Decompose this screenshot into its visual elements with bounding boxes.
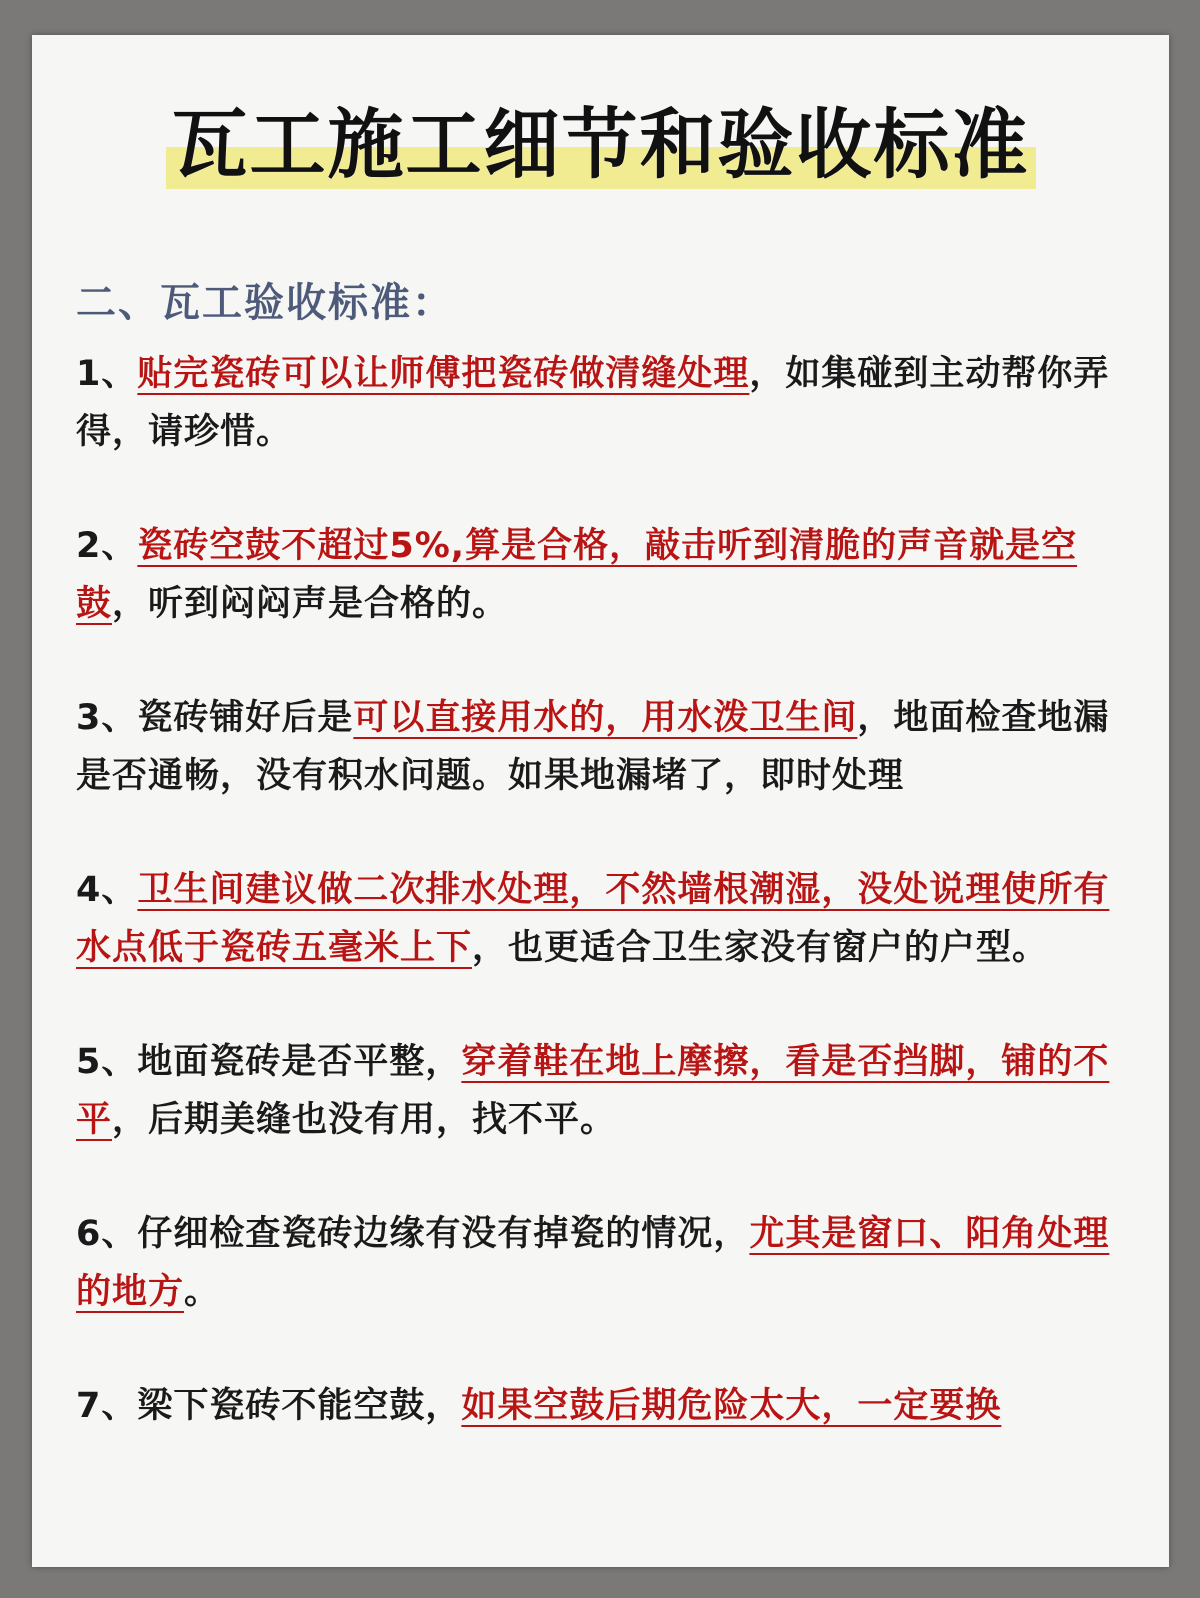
item-highlight: 瓷砖空鼓不超过5%,算是合格，敲击听到清脆的声音就是空鼓 bbox=[76, 526, 1078, 624]
list-item bbox=[76, 689, 1126, 805]
item-text: 。 bbox=[184, 1272, 221, 1312]
criteria-list bbox=[76, 345, 1126, 1491]
list-item bbox=[76, 861, 1126, 977]
list-item bbox=[76, 1033, 1126, 1149]
item-highlight: 如果空鼓后期危险太大，一定要换 bbox=[461, 1386, 1002, 1426]
item-highlight: 贴完瓷砖可以让师傅把瓷砖做清缝处理 bbox=[137, 354, 750, 394]
item-text: ，如集碰到主动帮你弄得，请珍惜。 bbox=[76, 354, 1110, 452]
list-item bbox=[76, 345, 1126, 461]
item-highlight: 尤其是窗口、阳角处理的地方 bbox=[76, 1214, 1110, 1312]
list-item bbox=[76, 517, 1126, 633]
item-text: 2、 bbox=[76, 526, 138, 566]
item-text: ，地面检查地漏是否通畅，没有积水问题。如果地漏堵了，即时处理 bbox=[76, 698, 1110, 796]
item-highlight: 可以直接用水的，用水泼卫生间 bbox=[353, 698, 858, 738]
item-text: ，后期美缝也没有用，找不平。 bbox=[112, 1100, 617, 1140]
section-heading: 二、瓦工验收标准： bbox=[76, 280, 454, 326]
note-card bbox=[32, 35, 1169, 1567]
page-title bbox=[32, 97, 1169, 193]
item-text: 5、地面瓷砖是否平整， bbox=[76, 1042, 462, 1082]
item-text: ，听到闷闷声是合格的。 bbox=[112, 584, 509, 624]
item-text: ，也更适合卫生家没有窗户的户型。 bbox=[472, 928, 1049, 968]
item-text: 3、瓷砖铺好后是 bbox=[76, 698, 354, 738]
item-highlight: 卫生间建议做二次排水处理，不然墙根潮湿，没处说理使所有水点低于瓷砖五毫米上下 bbox=[76, 870, 1110, 968]
item-text: 4、 bbox=[76, 870, 138, 910]
item-text: 6、仔细检查瓷砖边缘有没有掉瓷的情况， bbox=[76, 1214, 750, 1254]
item-highlight: 穿着鞋在地上摩擦，看是否挡脚，铺的不平 bbox=[76, 1042, 1110, 1140]
list-item bbox=[76, 1377, 1126, 1435]
item-text: 1、 bbox=[76, 354, 138, 394]
list-item bbox=[76, 1205, 1126, 1321]
page-title-text: 瓦工施工细节和验收标准 bbox=[166, 97, 1036, 193]
item-text: 7、梁下瓷砖不能空鼓， bbox=[76, 1386, 462, 1426]
